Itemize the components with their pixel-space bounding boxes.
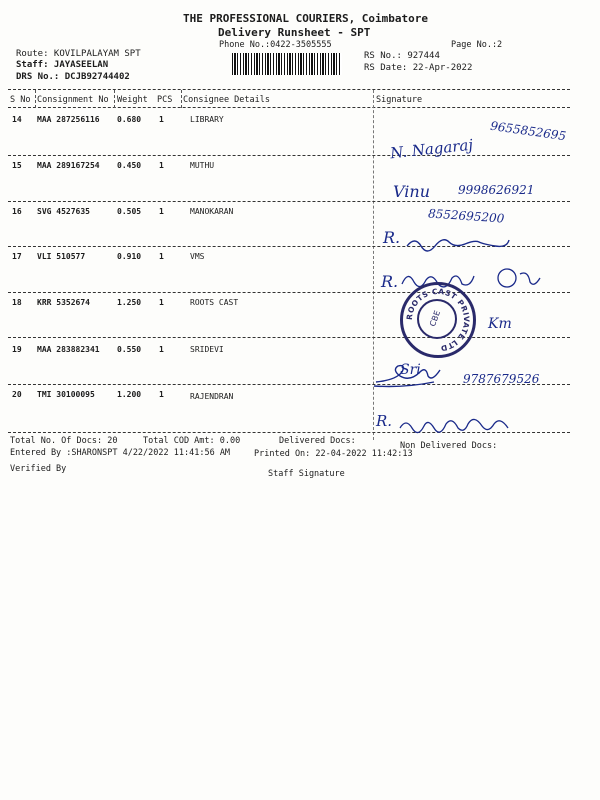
- signature-phone-16: 8552695200: [427, 206, 505, 226]
- row-weight: 1.200: [117, 390, 142, 399]
- signature-scribble-16: [405, 232, 525, 256]
- row-sno: 15: [12, 161, 22, 170]
- row-consignee: RAJENDRAN: [190, 392, 234, 401]
- signature-phone-15: 9998626921: [458, 183, 535, 197]
- signature-row-16: R.: [383, 228, 401, 247]
- staff-signature: Staff Signature: [268, 469, 345, 479]
- delivered-docs: Delivered Docs:: [279, 436, 356, 446]
- row-weight: 0.505: [117, 207, 142, 216]
- page-number: Page No.:2: [451, 40, 503, 50]
- row-weight: 0.910: [117, 252, 142, 261]
- svg-text:ROOTS CAST PRIVATE LTD: ROOTS CAST PRIVATE LTD: [404, 286, 472, 353]
- drs-number: DRS No.: DCJB92744402: [16, 72, 130, 82]
- row-consignee: ROOTS CAST: [190, 298, 239, 307]
- row-consignee: MANOKARAN: [190, 207, 234, 216]
- row-rule: [8, 155, 570, 156]
- row-pcs: 1: [159, 390, 164, 399]
- row-sno: 14: [12, 115, 22, 124]
- row-consignment: KRR 5352674: [37, 298, 90, 307]
- sheet-title: Delivery Runsheet - SPT: [218, 26, 371, 39]
- col-pcs: PCS: [157, 95, 173, 105]
- row-weight: 1.250: [117, 298, 142, 307]
- signature-row-19: Sri: [400, 362, 421, 378]
- phone-number: Phone No.:0422-3505555: [219, 40, 332, 50]
- col-divider: [35, 90, 36, 108]
- row-pcs: 1: [159, 161, 164, 170]
- signature-row-14: N. Nagaraj: [389, 135, 474, 163]
- route-label: Route: KOVILPALAYAM SPT: [16, 49, 141, 59]
- non-delivered-docs: Non Delivered Docs:: [400, 441, 498, 451]
- col-weight: Weight: [117, 95, 148, 105]
- signature-phone-19: 9787679526: [463, 372, 540, 386]
- signature-scribble-20: [396, 410, 536, 438]
- row-sno: 17: [12, 252, 22, 261]
- total-cod: Total COD Amt: 0.00: [143, 436, 241, 446]
- signature-phone-14: 9655852695: [489, 118, 567, 144]
- row-consignee: LIBRARY: [190, 115, 224, 124]
- signature-row-20: R.: [376, 412, 393, 430]
- row-pcs: 1: [159, 207, 164, 216]
- signature-row-17: R.: [381, 272, 399, 291]
- row-sno: 19: [12, 345, 22, 354]
- printed-on: Printed On: 22-04-2022 11:42:13: [254, 449, 413, 459]
- row-consignment: MAA 289167254: [37, 161, 100, 170]
- staff-label: Staff: JAYASEELAN: [16, 60, 109, 70]
- row-consignment: MAA 287256116: [37, 115, 100, 124]
- row-rule: [8, 337, 570, 338]
- col-sno: S No: [10, 95, 31, 105]
- col-signature: Signature: [376, 95, 423, 105]
- entered-by: Entered By :SHARONSPT 4/22/2022 11:41:56 AM: [10, 448, 231, 458]
- col-divider: [181, 90, 182, 108]
- header-top-rule: [8, 89, 570, 90]
- stamp-center-text: CBE: [428, 309, 443, 328]
- header-bottom-rule: [8, 107, 570, 108]
- col-consignee: Consignee Details: [183, 95, 270, 105]
- row-pcs: 1: [159, 298, 164, 307]
- verified-by: Verified By: [10, 464, 67, 474]
- row-pcs: 1: [159, 115, 164, 124]
- row-consignment: MAA 283882341: [37, 345, 100, 354]
- signature-row-15: Vinu: [393, 182, 430, 201]
- row-weight: 0.550: [117, 345, 142, 354]
- row-consignment: VLI 510577: [37, 252, 86, 261]
- company-name: THE PROFESSIONAL COURIERS, Coimbatore: [183, 12, 429, 25]
- row-consignment: SVG 4527635: [37, 207, 90, 216]
- col-divider: [114, 90, 115, 108]
- row-weight: 0.680: [117, 115, 142, 124]
- row-consignee: MUTHU: [190, 161, 215, 170]
- row-weight: 0.450: [117, 161, 142, 170]
- company-stamp: [400, 282, 476, 358]
- rs-number: RS No.: 927444: [364, 51, 440, 61]
- signature-row-18: Km: [488, 316, 512, 332]
- rs-date: RS Date: 22-Apr-2022: [364, 63, 473, 73]
- row-consignment: TMI 30100095: [37, 390, 95, 399]
- row-consignee: VMS: [190, 252, 205, 261]
- row-rule: [8, 201, 570, 202]
- col-consignment: Consignment No: [37, 95, 109, 105]
- barcode-icon: [232, 53, 342, 75]
- row-sno: 18: [12, 298, 22, 307]
- row-pcs: 1: [159, 252, 164, 261]
- row-sno: 20: [12, 390, 22, 399]
- row-sno: 16: [12, 207, 22, 216]
- row-pcs: 1: [159, 345, 164, 354]
- row-consignee: SRIDEVI: [190, 345, 224, 354]
- total-docs: Total No. Of Docs: 20: [10, 436, 118, 446]
